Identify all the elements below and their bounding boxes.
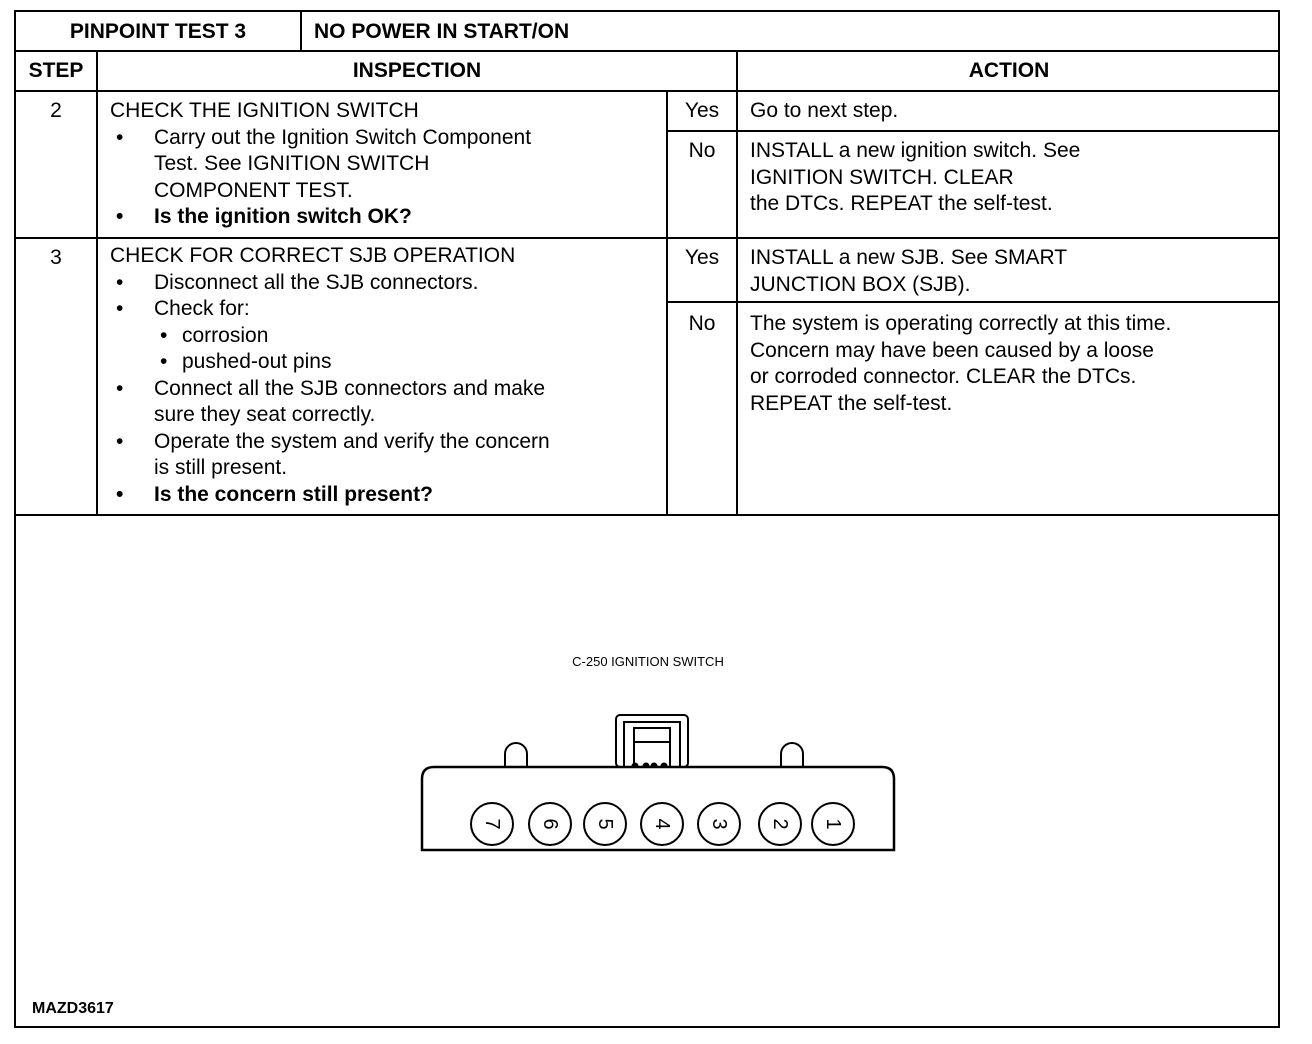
rule (668, 301, 1280, 303)
figure-id: MAZD3617 (32, 1000, 114, 1017)
pin-label: 5 (594, 818, 616, 830)
step-inspection (110, 243, 664, 508)
bullet-text: Carry out the Ignition Switch Component (154, 125, 532, 149)
pin-label: 2 (769, 818, 791, 830)
pin-label: 7 (481, 818, 503, 830)
connector-latch (616, 715, 688, 767)
step-inspection (110, 98, 664, 231)
connector-pin (698, 803, 740, 845)
bullet-text: corrosion (182, 323, 269, 347)
connector-pin (641, 803, 683, 845)
action-line: IGNITION SWITCH. CLEAR (750, 165, 1014, 189)
connector-diagram (406, 702, 896, 852)
action-line: the DTCs. REPEAT the self-test. (750, 192, 1053, 215)
pin-label: 6 (539, 818, 561, 830)
rule (16, 90, 1280, 92)
action-line: REPEAT the self-test. (750, 391, 953, 415)
continuation-line: COMPONENT TEST. (154, 178, 353, 202)
pin-label: 3 (708, 818, 730, 830)
action-line: INSTALL a new ignition switch. See (750, 139, 1081, 162)
sub-bullet-line: • pushed-out pins (160, 350, 332, 373)
question-text: Is the concern still present? (154, 482, 433, 506)
bullet-line: • Carry out the Ignition Switch Component (116, 125, 532, 149)
pinpoint-test-table (14, 10, 1280, 1028)
connector-pin (471, 803, 513, 845)
no-label: No (688, 139, 716, 162)
diagram-title: C-250 IGNITION SWITCH (572, 654, 724, 669)
no-action (750, 138, 1270, 218)
sub-bullet-line: • corrosion (160, 323, 269, 347)
connector-pin (812, 803, 854, 845)
step-number: 3 (50, 246, 62, 269)
action-line: INSTALL a new SJB. See SMART (750, 246, 1068, 269)
continuation-line: Test. See IGNITION SWITCH (154, 152, 430, 175)
rule (16, 237, 1280, 239)
yes-action: Go to next step. (750, 99, 899, 122)
yes-action (750, 245, 1270, 298)
bullet-line: • Is the ignition switch OK? (116, 205, 412, 228)
bullet-line: • Operate the system and verify the concern (116, 429, 550, 453)
step-title: CHECK THE IGNITION SWITCH (110, 99, 419, 122)
step-number: 2 (50, 99, 62, 122)
rule (736, 50, 738, 514)
rule (96, 50, 98, 514)
no-label: No (688, 312, 716, 335)
action-line: Concern may have been caused by a loose (750, 338, 1154, 362)
step-title: CHECK FOR CORRECT SJB OPERATION (110, 244, 516, 267)
no-action (750, 311, 1276, 417)
connector-tab-right (781, 743, 803, 767)
continuation-line: sure they seat correctly. (154, 403, 376, 426)
yes-label: Yes (684, 246, 720, 269)
connector-tab-left (505, 743, 527, 767)
connector-pin (759, 803, 801, 845)
action-line: The system is operating correctly at this time. (750, 312, 1172, 335)
bullet-line: • Disconnect all the SJB connectors. (116, 270, 479, 294)
column-header-action: ACTION (968, 59, 1050, 82)
bullet-text: Check for: (154, 297, 250, 320)
rule (668, 130, 1280, 132)
test-id: PINPOINT TEST 3 (69, 20, 247, 43)
column-header-step: STEP (28, 59, 84, 82)
bullet-text: Operate the system and verify the concern (154, 429, 550, 453)
rule (300, 12, 302, 50)
bullet-text: pushed-out pins (182, 350, 332, 373)
bullet-line: • Check for: (116, 297, 250, 320)
connector-pin (529, 803, 571, 845)
yes-label: Yes (684, 99, 720, 122)
column-header-inspection: INSPECTION (352, 59, 482, 82)
rule (16, 514, 1280, 516)
action-line: or corroded connector. CLEAR the DTCs. (750, 365, 1137, 388)
connector-pin (584, 803, 626, 845)
question-text: Is the ignition switch OK? (154, 205, 412, 228)
bullet-line: • Connect all the SJB connectors and make (116, 376, 546, 400)
pin-label: 1 (822, 818, 844, 830)
bullet-line: • Is the concern still present? (116, 482, 433, 506)
action-line: JUNCTION BOX (SJB). (750, 272, 971, 296)
continuation-line: is still present. (154, 456, 288, 479)
bullet-text: Connect all the SJB connectors and make (154, 376, 546, 400)
bullet-text: Disconnect all the SJB connectors. (154, 270, 479, 294)
pin-label: 4 (651, 818, 673, 830)
test-title: NO POWER IN START/ON (314, 20, 570, 43)
